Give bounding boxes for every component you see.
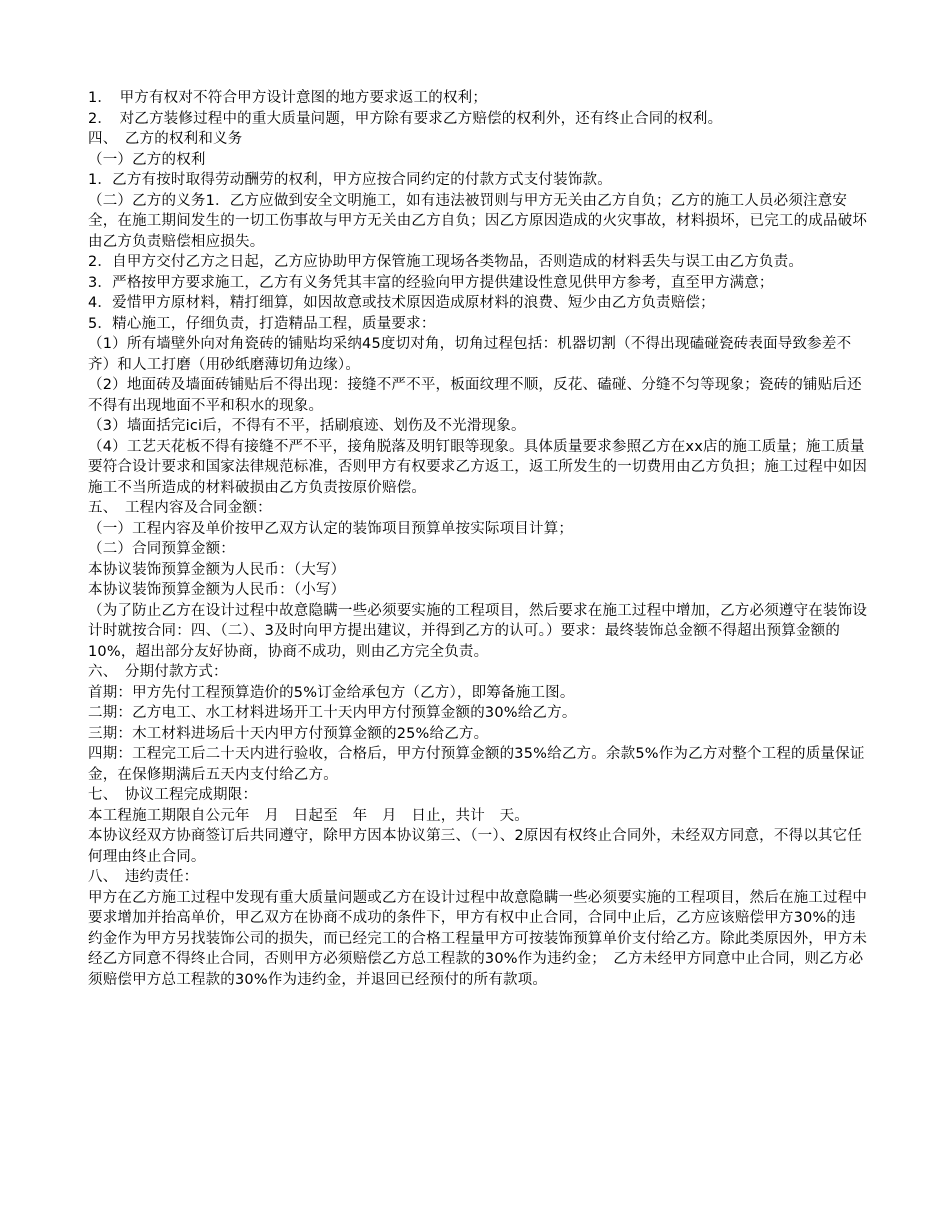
paragraph: 5．精心施工，仔细负责，打造精品工程，质量要求： — [88, 315, 436, 332]
paragraph: 1． 甲方有权对不符合甲方设计意图的地方要求返工的权利； — [88, 90, 488, 106]
paragraph: 3．严格按甲方要求施工，乙方有义务凭其丰富的经验向甲方提供建设性意见供甲方参考，直至甲方满意； — [88, 274, 774, 291]
paragraph: 2．自甲方交付乙方之日起，乙方应协助甲方保管施工现场各类物品，否则造成的材料丢失与误工由乙方负责。 — [88, 254, 804, 270]
paragraph: （二）乙方的义务1．乙方应做到安全文明施工，如有违法被罚则与甲方无关由乙方自负；乙方的施工人员必须注意安全，在施工期间发生的一切工伤事故与甲方无关由乙方自负；因乙方原因造成的火灾事故，材料损坏，已完工的成品破坏由乙方负责赔偿相应损失。 — [88, 192, 868, 250]
section-heading: 四、 乙方的权利和义务 — [88, 131, 243, 147]
paragraph: （1）所有墙壁外向对角瓷砖的铺贴均采纳45度切对角，切角过程包括：机器切割（不得出现磕碰瓷砖表面导致参差不齐）和人工打磨（用砂纸磨薄切角边缘）。 — [88, 336, 852, 373]
paragraph: 三期：木工材料进场后十天内甲方付预算金额的25%给乙方。 — [88, 725, 489, 742]
section-heading: 七、 协议工程完成期限： — [88, 787, 258, 803]
paragraph: （2）地面砖及墙面砖铺贴后不得出现：接缝不严不平，板面纹理不顺，反花、磕碰、分缝不匀等现象；瓷砖的铺贴后还不得有出现地面不平和积水的现象。 — [88, 377, 862, 414]
paragraph: 4．爱惜甲方原材料，精打细算，如因故意或技术原因造成原材料的浪费、短少由乙方负责赔偿； — [88, 295, 715, 311]
paragraph: 本协议经双方协商签订后共同遵守，除甲方因本协议第三、（一）、2原因有权终止合同外，未经双方同意，不得以其它任何理由终止合同。 — [88, 828, 863, 865]
paragraph: 1．乙方有按时取得劳动酬劳的权利，甲方应按合同约定的付款方式支付装饰款。 — [88, 172, 612, 188]
paragraph: 甲方在乙方施工过程中发现有重大质量问题或乙方在设计过程中故意隐瞒一些必须要实施的工程项目，然后在施工过程中要求增加并抬高单价，甲乙双方在协商不成功的条件下，甲方有权中止合同，合同中止后，乙方应该赔偿甲方30%的违约金作为甲方另找装饰公司的损失，而已经完工的合格工程量甲方可按装饰预算单价支付给乙方。除此类原因外，甲方未经乙方同意不得终止合同，否则甲方必须赔偿乙方总工程款的30%作为违约金； 乙方未经甲方同意中止合同，则乙方必须赔偿甲方总工程款的30%作为违约金，并退回已经预付的所有款项。 — [88, 889, 868, 988]
contract-page — [88, 88, 868, 990]
paragraph: 本协议装饰预算金额为人民币：（小写） — [88, 582, 346, 598]
paragraph: （3）墙面括完ici后，不得有不平，括刷痕迹、划伤及不光滑现象。 — [88, 418, 526, 434]
subsection-heading: （二）合同预算金额： — [88, 541, 235, 557]
paragraph: 本工程施工期限自公元年 月 日起至 年 月 日止，共计 天。 — [88, 807, 529, 824]
section-heading: 五、 工程内容及合同金额： — [88, 500, 272, 516]
section-heading: 八、 违约责任： — [88, 869, 199, 885]
paragraph: （一）工程内容及单价按甲乙双方认定的装饰项目预算单按实际项目计算； — [88, 520, 574, 537]
paragraph: 首期：甲方先付工程预算造价的5%订金给承包方（乙方），即筹备施工图。 — [88, 684, 575, 701]
paragraph: 四期：工程完工后二十天内进行验收，合格后，甲方付预算金额的35%给乙方。余款5%作为乙方对整个工程的质量保证金，在保修期满后五天内支付给乙方。 — [88, 746, 865, 783]
section-heading: 六、 分期付款方式： — [88, 664, 228, 680]
subsection-heading: （一）乙方的权利 — [88, 151, 206, 168]
paragraph: 二期：乙方电工、水工材料进场开工十天内甲方付预算金额的30%给乙方。 — [88, 705, 577, 721]
paragraph: （为了防止乙方在设计过程中故意隐瞒一些必须要实施的工程项目，然后要求在施工过程中增加，乙方必须遵守在装饰设计时就按合同：四、（二）、3及时向甲方提出建议，并得到乙方的认可。）要求：最终装饰总金额不得超出预算金额的10%，超出部分友好协商，协商不成功，则由乙方完全负责。 — [88, 602, 868, 660]
paragraph: 2． 对乙方装修过程中的重大质量问题，甲方除有要求乙方赔偿的权利外，还有终止合同的权利。 — [88, 110, 723, 127]
paragraph: （4）工艺天花板不得有接缝不严不平，接角脱落及明钉眼等现象。具体质量要求参照乙方在xx店的施工质量；施工质量要符合设计要求和国家法律规范标准，否则甲方有权要求乙方返工，返工所发生的一切费用由乙方负担；施工过程中如因施工不当所造成的材料破损由乙方负责按原价赔偿。 — [88, 438, 868, 496]
paragraph: 本协议装饰预算金额为人民币：（大写） — [88, 561, 346, 578]
